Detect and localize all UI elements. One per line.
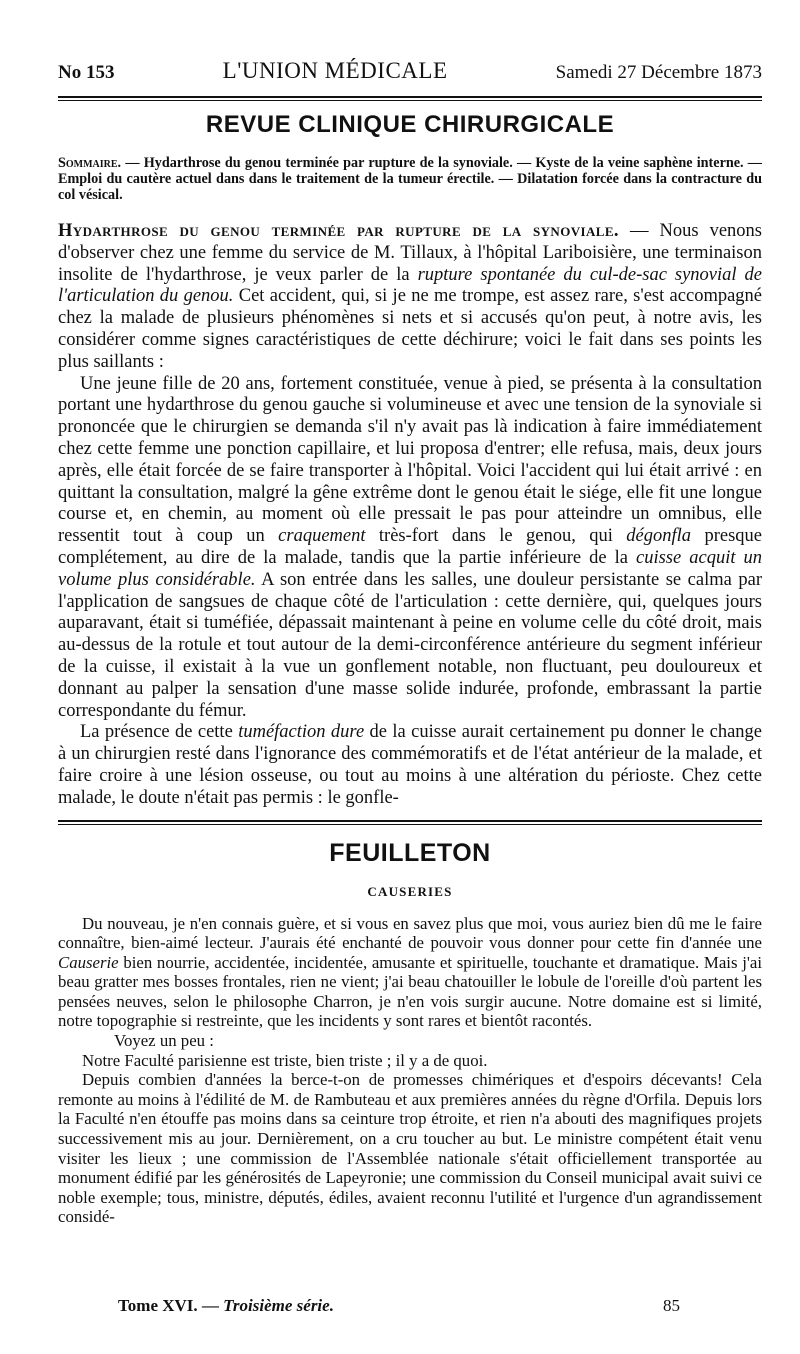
page-number: 85 <box>663 1296 680 1315</box>
article-paragraph <box>58 374 762 723</box>
feuilleton-title: FEUILLETON <box>329 838 491 867</box>
text-run: — Nous venons d'observer chez une femme du service de M. Tillaux, à l'hôpital Lariboisière, une terminaison insolite de l'hydarthrose, je veux parler de la <box>58 221 762 285</box>
feuilleton-paragraph <box>58 914 762 1032</box>
article-paragraph <box>58 221 762 374</box>
text-run: Une jeune fille de 20 ans, fortement constituée, venue à pied, se présenta à la consultation portant une hydarthrose du genou gauche si volumineuse et avec une tension de la synoviale si prononcée que le chirurgien se demanda s'il n'y avait pas là indication à faire immédiatement chez cette femme une ponction capillaire, et lui proposa d'entrer; elle refusa, mais, deux jours après, elle était forcée de se faire transporter à l'hôpital. Voici l'accident qui lui était arrivé : en quittant la consultation, malgré la gêne extrême dont le genou était le siége, elle fit une longue course et, en chemin, au moment où elle pressait le pas pour atteindre un omnibus, elle ressentit tout à coup un <box>58 373 762 547</box>
volume-label: Tome XVI. — <box>118 1296 219 1315</box>
text-run: très-fort dans le genou, qui <box>365 526 627 547</box>
feuilleton-paragraph: Depuis combien d'années la berce-t-on de promesses chimériques et d'espoirs décevants! Cela remonte au moins à l'édilité de M. de Rambuteau et aux premières années du règne d'Orfila. Depuis lors la Faculté n'en étouffe pas moins dans sa ceinture trop étroite, et rien n'a abouti des magnifiques projets successivement mis au jour. Dernièrement, on a cru toucher au but. Le ministre compétent était venu visiter les lieux ; une commission de l'Assemblée nationale s'était officiellement transportée au monument édifié par les générosités de Lapeyronie; une commission du Conseil municipal avait suivi ce noble exemple; tous, ministre, députés, édiles, avaient reconnu l'utilité et l'urgence d'un agrandissement considé- <box>58 1070 762 1227</box>
volume-info <box>118 1296 334 1316</box>
article-paragraph <box>58 722 762 809</box>
article-heading: Hydarthrose du genou terminée par rupture de la synoviale. <box>58 221 619 241</box>
emphasis: rupture spontanée du cul-de-sac synovial de l'articulation du genou. <box>58 264 763 307</box>
feuilleton-paragraph: Voyez un peu : <box>114 1031 214 1051</box>
text-run: bien nourrie, accidentée, incidentée, amusante et spirituelle, touchante et dramatique. Mais j'ai beau gratter mes bosses frontales, rien ne vient; j'ai beau chatouiller le lobule de l'oreille d'où partent les pensées neuves, selon le philosophe Charron, je n'en vois surgir aucune. Notre domaine est si limité, notre topographie si restreinte, que les incidents y sont rares et bientôt racontés. <box>58 952 762 1031</box>
series-label: Troisième série. <box>223 1296 334 1315</box>
emphasis: cuisse acquit un volume plus considérable. <box>58 547 762 590</box>
article-body <box>58 221 762 810</box>
summary-label: Sommaire. <box>58 155 122 171</box>
feuilleton-body <box>58 914 762 1228</box>
emphasis: tuméfaction dure <box>238 722 365 743</box>
feuilleton-paragraph: Notre Faculté parisienne est triste, bien triste ; il y a de quoi. <box>82 1050 488 1070</box>
emphasis: Causerie <box>58 952 119 972</box>
feuilleton-subtitle: CAUSERIES <box>367 883 453 899</box>
section-title: REVUE CLINIQUE CHIRURGICALE <box>205 111 615 138</box>
summary-text: — Hydarthrose du genou terminée par rupture de la synoviale. — Kyste de la veine saphène interne. — Emploi du cautère actuel dans dans le traitement de la tumeur érectile. — Dilatation forcée dans la contracture du col vésical. <box>58 155 762 203</box>
page-footer <box>118 1296 680 1316</box>
journal-title: L'UNION MÉDICALE <box>222 58 448 83</box>
summary <box>58 155 762 203</box>
running-header <box>58 58 762 94</box>
text-run: A son entrée dans les salles, une douleur persistante se calma par l'application de sangsues de chaque côté de l'articulation : cette dernière, qui, quelques jours auparavant, était si tuméfiée, dépassait maintenant à peine en volume celle du côté droit, mais au-dessus de la rotule et tout autour de la demi-circonférence antérieure du segment inférieur de la cuisse, il existait à la vue un gonflement notable, non fluctuant, peu douloureux et donnant au palper la sensation d'une masse solide indurée, profonde, embrassant la partie correspondante du fémur. <box>58 569 763 721</box>
text-run: de la cuisse aurait certainement pu donner le change à un chirurgien resté dans l'ignorance des commémoratifs et de l'état antérieur de la malade, et faire croire à une lésion osseuse, ou tout au moins à une altération du périoste. Chez cette malade, le doute n'était pas permis : le gonfle- <box>58 722 762 808</box>
feuilleton-rule <box>58 820 762 825</box>
header-rule <box>58 96 762 101</box>
emphasis: craquement <box>278 526 366 547</box>
emphasis: dégonfla <box>626 526 692 547</box>
issue-number: No 153 <box>58 62 115 83</box>
text-run: Cet accident, qui, si je ne me trompe, est assez rare, s'est accompagné chez la malade de plusieurs phénomènes si nets et si accusés qu'on peut, à notre avis, les considérer comme signes caractéristiques de cette déchirure; voici le fait dans ses points les plus saillants : <box>58 286 763 372</box>
text-run: La présence de cette <box>80 722 239 743</box>
issue-date: Samedi 27 Décembre 1873 <box>555 62 762 83</box>
text-run: presque complétement, au dire de la malade, tandis que la partie inférieure de la <box>58 526 762 568</box>
text-run: Du nouveau, je n'en connais guère, et si vous en savez plus que moi, vous auriez bien dû me le faire connaître, bien-aimé lecteur. J'aurais été enchanté de pouvoir vous donner pour cette fin d'année une <box>58 913 762 953</box>
